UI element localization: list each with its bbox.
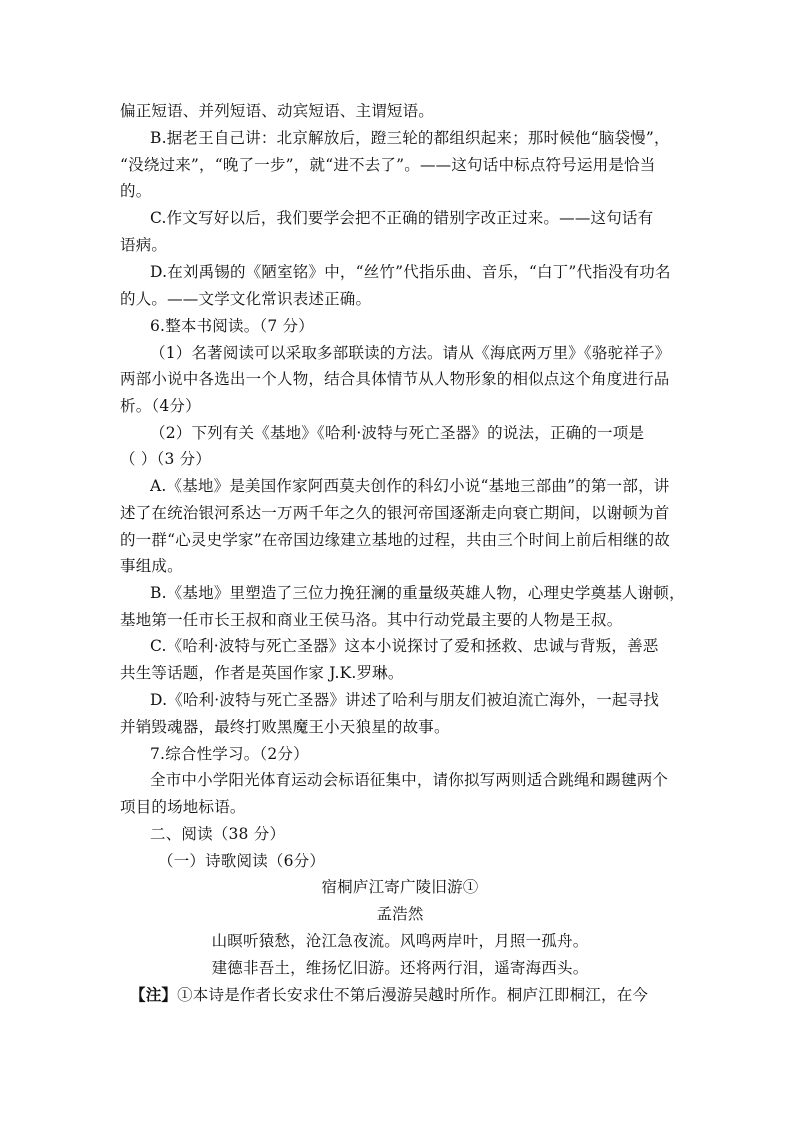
poem-line-1: 山暝听猿愁，沧江急夜流。风鸣两岸叶，月照一孤舟。	[211, 932, 589, 950]
option-b-line-3: 的。	[120, 182, 152, 200]
note-text: ①本诗是作者长安求仕不第后漫游吴越时所作。桐庐江即桐江，在今	[177, 986, 649, 1004]
option-c-line-1: C.作文写好以后，我们要学会把不正确的错别字改正过来。——这句话有	[150, 209, 654, 227]
question-7-line-2: 项目的场地标语。	[120, 798, 246, 816]
note-tag: 【注】	[130, 985, 178, 1004]
option-d-line-1: D.在刘禹锡的《陋室铭》中，“丝竹”代指乐曲、音乐，“白丁”代指没有功名	[150, 263, 671, 281]
section-2-heading: 二、阅读（38 分）	[150, 825, 286, 843]
option-a-line-1: A.《基地》是美国作家阿西莫夫创作的科幻小说“基地三部曲”的第一部，讲	[150, 477, 670, 495]
question-6-heading: 6.整本书阅读。（7 分）	[150, 317, 314, 335]
option-c2-line-1: C.《哈利·波特与死亡圣器》这本小说探讨了爱和拯救、忠诚与背叛，善恶	[150, 637, 659, 655]
option-d-line-2: 的人。——文学文化常识表述正确。	[120, 290, 372, 308]
question-7-line-1: 全市中小学阳光体育运动会标语征集中，请你拟写两则适合跳绳和踢毽两个	[150, 771, 669, 789]
poem-note	[130, 982, 680, 1008]
question-6-2-line-2: （ ）（3 分）	[120, 450, 212, 468]
text-line-1: 偏正短语、并列短语、动宾短语、主谓短语。	[120, 102, 435, 120]
option-a-line-4: 事组成。	[120, 557, 183, 575]
option-b-line-1: B.据老王自己讲：北京解放后，蹬三轮的都组织起来；那时候他“脑袋慢”，	[150, 129, 670, 147]
option-c2-line-2: 共生等话题，作者是英国作家 J.K.罗琳。	[120, 664, 404, 682]
poem-line-2: 建德非吾土，维扬忆旧游。还将两行泪，遥寄海西头。	[211, 959, 589, 977]
question-6-1-line-2: 两部小说中各选出一个人物，结合具体情节从人物形象的相似点这个角度进行品	[120, 370, 670, 388]
option-a-line-3: 的一群“心灵史学家”在帝国边缘建立基地的过程，共由三个时间上前后相继的故	[120, 531, 671, 549]
question-7-heading: 7.综合性学习。（2分）	[150, 745, 309, 763]
poem-title: 宿桐庐江寄广陵旧游①	[321, 878, 479, 896]
option-d2-line-2: 并销毁魂器，最终打败黑魔王小天狼星的故事。	[120, 718, 450, 736]
option-b-line-2: “没绕过来”，“晚了一步”，就“进不去了”。——这句话中标点符号运用是恰当	[120, 156, 656, 174]
option-b2-line-2: 基地第一任市长王叔和商业王侯马洛。其中行动党最主要的人物是王叔。	[120, 611, 623, 629]
option-b2-line-1: B.《基地》里塑造了三位力挽狂澜的重量级英雄人物，心理史学奠基人谢顿，	[150, 584, 685, 602]
option-d2-line-1: D.《哈利·波特与死亡圣器》讲述了哈利与朋友们被迫流亡海外，一起寻找	[150, 691, 660, 709]
option-a-line-2: 述了在统治银河系达一万两千年之久的银河帝国逐渐走向衰亡期间，以谢顿为首	[120, 504, 670, 522]
option-c-line-2: 语病。	[120, 236, 168, 254]
poem-author: 孟浩然	[376, 905, 424, 923]
question-6-1-line-3: 析。（4分）	[120, 397, 201, 415]
question-6-1-line-1: （1）名著阅读可以采取多部联读的方法。请从《海底两万里》《骆驼祥子》	[150, 344, 671, 362]
poetry-reading-heading: （一）诗歌阅读（6分）	[158, 852, 326, 870]
question-6-2-line-1: （2）下列有关《基地》《哈利·波特与死亡圣器》的说法，正确的一项是	[150, 424, 645, 442]
